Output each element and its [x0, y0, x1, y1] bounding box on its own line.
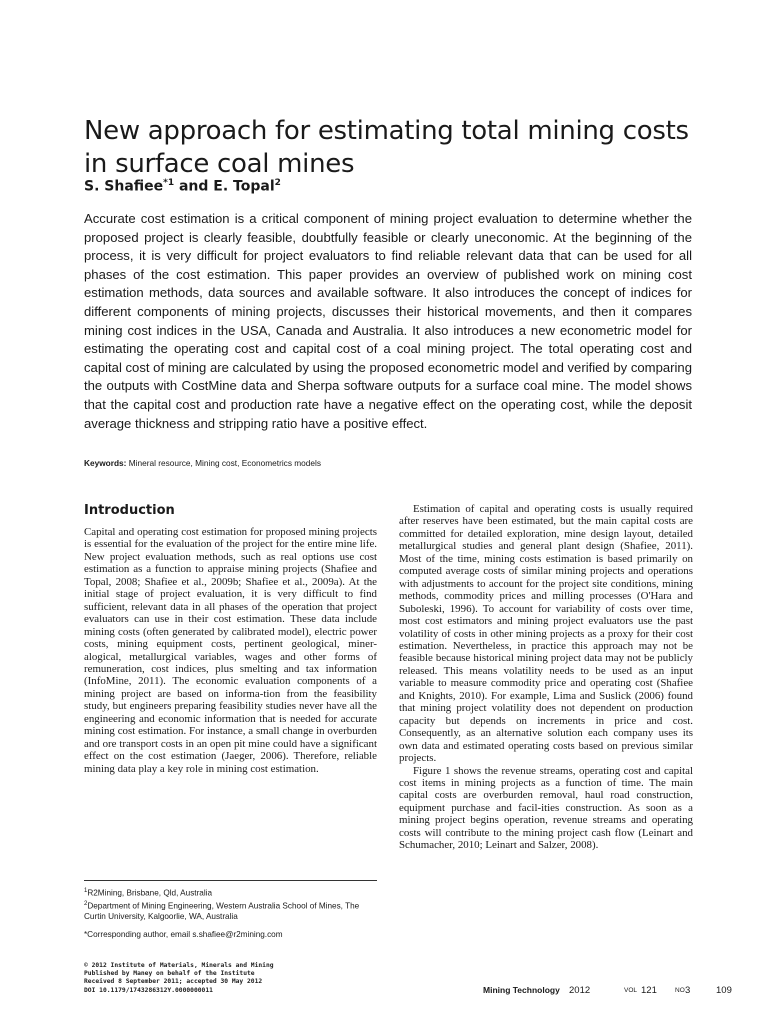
volume-number: 121 — [641, 985, 657, 996]
footnote-corresponding-author: *Corresponding author, email s.shafiee@r2mining.com — [84, 930, 283, 940]
copyright-line: © 2012 Institute of Materials, Minerals and Mining — [84, 962, 274, 969]
footnote-marker: 2 — [84, 900, 88, 907]
footnote-marker: 1 — [84, 888, 88, 894]
author-name: S. Shafiee — [84, 178, 164, 195]
affiliation-marker: *1 — [163, 178, 175, 188]
page-footer — [483, 985, 732, 997]
abstract: Accurate cost estimation is a critical component of mining project evaluation to determine whether the proposed project is clearly feasible, doubtfully feasible or clearly uneconomic. At the beginning of the process, it is very difficult for project evaluators to find reliable relevant data that can be used for all phases of the cost estimation. This paper provides an overview of published work on mining cost estimation methods, data sources and available software. It also introduces the concept of indices for different components of mining projects, discusses their historical movements, and then it compares mining cost indices in the USA, Canada and Australia. It also introduces a new econometric model for estimating the operating cost and capital cost of a coal mining project. The total operating cost and capital cost of mining are calculated by using the proposed econometric model and verified by comparing the outputs with CostMine data and Sherpa software outputs for a surface coal mine. The model shows that the capital cost and production rate have a negative effect on the operating cost, while the deposit average thickness and stripping ratio have a positive effect. — [84, 211, 692, 431]
footnotes — [84, 886, 377, 940]
footnote-divider — [84, 880, 377, 881]
affiliation-marker: 2 — [274, 178, 281, 188]
doi-line: DOI 10.1179/1743286312Y.0000000011 — [84, 986, 213, 994]
page-number: 109 — [716, 985, 732, 996]
author-name: E. Topal — [213, 178, 275, 195]
volume-label: VOL — [624, 987, 638, 994]
section-heading-introduction: Introduction — [84, 503, 175, 518]
body-paragraph: Estimation of capital and operating costs is usually required after reserves have been estimated, but the main capital costs are committed for detailed exploration, mine design layout, detailed metallurgical studies and general plant design (Shafiee, 2011). Most of the time, mining costs estimation is based primarily on computed average costs of similar mining projects and operations with adjustments to account for the project site conditions, mining methods, commodity prices and milling processes (O'Hara and Suboleski, 1996). To account for variability of costs over time, most cost estimators and mining project evaluators use the past volatility of costs in other mining projects as a proxy for their cost estimation. Nevertheless, in practice this approach may not be feasible because historical mining project data may not be publicly released. This means volatility needs to be used as an input variable to measure commodity price and operating cost (Shafiee and Knights, 2010). For example, Lima and Suslick (2006) found that mining project volatility does not dependent on production capacity but depends on increments in price and cost. Consequently, as an alternative solution each company uses its own data and estimated operating costs based on previous similar projects. — [399, 503, 693, 765]
body-column-left — [84, 526, 377, 775]
footnote-affiliation-2: $^2$Department of Mining Engineering, Western Australia School of Mines, The Curtin University, Kalgoorlie, WA, Australia — [84, 900, 360, 921]
author-conjunction: and — [174, 178, 214, 195]
keywords — [84, 458, 692, 468]
keywords-label: Keywords: — [84, 458, 127, 468]
journal-name: Mining Technology — [483, 985, 560, 995]
author-line — [84, 178, 281, 195]
issue-number: 3 — [685, 985, 691, 996]
body-paragraph: Capital and operating cost estimation for proposed mining projects is essential for the evaluation of the project for the entire mine life. New project evaluation methods, such as real options use cost estimation as a function to appraise mining projects (Shafiee and Topal, 2008; Shafiee et al., 2009b; Shafiee et al., 2009a). At the initial stage of project evaluation, it is very difficult to find sufficient, relevant data in all phases of the operation that project evaluators can use in their cost estimation. These data include mining costs (often generated by calibrated model), electric power costs, mining equipment costs, pertinent geological, miner-alogical, metallurgical variables, wages and other forms of remuneration, cost indices, plus smelting and tax information (InfoMine, 2011). The economic evaluation components of a mining project are based on informa-tion from the feasibility study, but engineers preparing feasibility studies never have all the engineering and economic information that is needed for accurate mining cost estimation. For instance, a small change in overburden and ore transport costs in an open pit mine could have a significant effect on the cost estimation (Jaeger, 2006). Therefore, reliable mining data play a key role in mining cost estimation. — [84, 526, 377, 775]
keywords-list: Mineral resource, Mining cost, Econometrics models — [128, 458, 322, 468]
issue-label: NO — [675, 987, 685, 994]
body-column-right — [399, 503, 693, 852]
footnote-affiliation-1: $^1$R2Mining, Brisbane, Qld, Australia — [84, 888, 213, 898]
publisher-line: Published by Maney on behalf of the Institute — [84, 970, 255, 978]
body-paragraph: Figure 1 shows the revenue streams, operating cost and capital cost items in mining projects as a function of time. The main capital costs are overburden removal, haul road construction, equipment purchase and facil-ities construction. As soon as a mining project begins operation, revenue streams and operating costs will contribute to the mining project cash flow (Leinart and Schumacher, 2010; Leinart and Salzer, 2008). — [399, 764, 693, 852]
paper-title: New approach for estimating total mining costs in surface coal mines — [84, 116, 689, 180]
publication-info — [84, 962, 384, 995]
received-line: Received 8 September 2011; accepted 30 May 2012 — [84, 978, 263, 986]
footer-year: 2012 — [569, 985, 591, 996]
